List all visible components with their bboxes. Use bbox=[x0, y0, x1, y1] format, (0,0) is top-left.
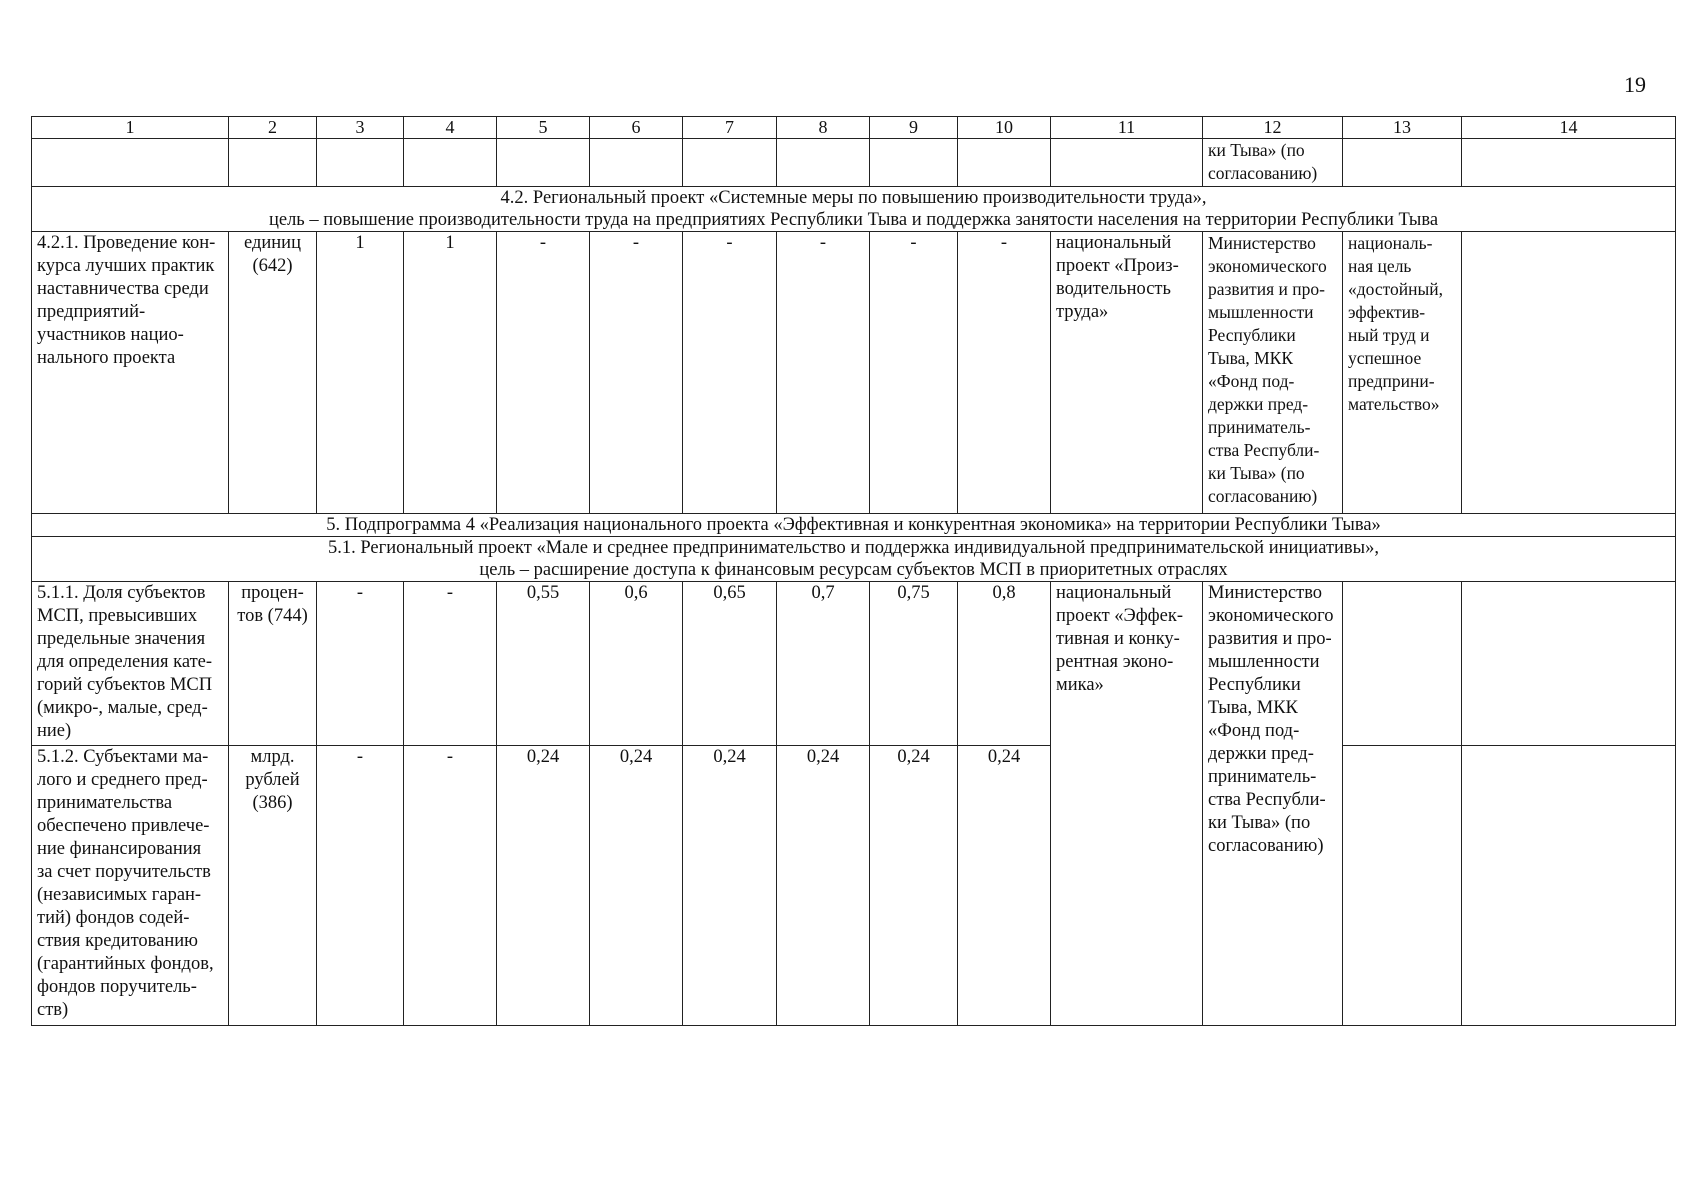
indicators-table bbox=[31, 116, 1676, 1026]
value-cell: - bbox=[497, 232, 590, 514]
indicator-name: 5.1.1. Доля субъектов МСП, превысивших предельные значения для определения кате- горий субъектов МСП (микро-, малые, сред- ние) bbox=[32, 582, 229, 746]
column-number: 6 bbox=[590, 117, 683, 139]
value-cell: - bbox=[317, 582, 404, 746]
column-number: 5 bbox=[497, 117, 590, 139]
column-number: 13 bbox=[1343, 117, 1462, 139]
section-title: 5.1. Региональный проект «Мале и среднее предпринимательство и поддержка индивидуальной предпринимательской инициативы», bbox=[328, 538, 1379, 558]
column-number-row bbox=[32, 117, 1676, 139]
value-cell: 1 bbox=[317, 232, 404, 514]
value-cell: 0,8 bbox=[958, 582, 1051, 746]
table-row bbox=[32, 232, 1676, 514]
value-cell: - bbox=[683, 232, 777, 514]
column-number: 7 bbox=[683, 117, 777, 139]
indicator-name: 5.1.2. Субъектами ма- лого и среднего пред- принимательства обеспечено привлече- ние финансирования за счет поручительств (независимых гаран- тий) фондов содей- ствия кредитованию (гарантийных фондов, фондов поручитель- ств) bbox=[32, 746, 229, 1026]
section-header-row bbox=[32, 514, 1676, 537]
section-title: 4.2. Региональный проект «Системные меры по повышению производительности труда», bbox=[500, 188, 1207, 208]
unit-cell: единиц (642) bbox=[229, 232, 317, 514]
empty-cell bbox=[1462, 232, 1676, 514]
empty-cell bbox=[1462, 746, 1676, 1026]
value-cell: - bbox=[404, 582, 497, 746]
indicator-name: 4.2.1. Проведение кон- курса лучших практик наставничества среди предприятий- участников нацио- нального проекта bbox=[32, 232, 229, 514]
column-number: 3 bbox=[317, 117, 404, 139]
project-cell: национальный проект «Произ- водительность труда» bbox=[1051, 232, 1203, 514]
section-5-header: 5. Подпрограмма 4 «Реализация национального проекта «Эффективная и конкурентная экономика» на территории Республики Тыва» bbox=[32, 514, 1676, 537]
value-cell: - bbox=[404, 746, 497, 1026]
value-cell: - bbox=[958, 232, 1051, 514]
column-number: 2 bbox=[229, 117, 317, 139]
responsible-cell: Министерство экономического развития и про- мышленности Республики Тыва, МКК «Фонд под- держки пред- приниматель- ства Республи- ки Тыва» (по согласованию) bbox=[1203, 582, 1343, 1026]
value-cell: 0,65 bbox=[683, 582, 777, 746]
value-cell: 0,24 bbox=[870, 746, 958, 1026]
continuation-row bbox=[32, 139, 1676, 187]
column-number: 14 bbox=[1462, 117, 1676, 139]
section-5-1-header bbox=[32, 537, 1676, 582]
column-number: 12 bbox=[1203, 117, 1343, 139]
column-number: 4 bbox=[404, 117, 497, 139]
goal-cell: националь- ная цель «достойный, эффектив- ный труд и успешное предприни- мательство» bbox=[1343, 232, 1462, 514]
column-number: 8 bbox=[777, 117, 870, 139]
value-cell: - bbox=[317, 746, 404, 1026]
value-cell: 0,24 bbox=[683, 746, 777, 1026]
value-cell: 0,24 bbox=[958, 746, 1051, 1026]
table-row bbox=[32, 582, 1676, 746]
value-cell: 0,6 bbox=[590, 582, 683, 746]
empty-cell bbox=[1343, 582, 1462, 746]
section-header-row bbox=[32, 187, 1676, 232]
column-number: 10 bbox=[958, 117, 1051, 139]
unit-cell: млрд. рублей (386) bbox=[229, 746, 317, 1026]
value-cell: 0,24 bbox=[590, 746, 683, 1026]
value-cell: 0,7 bbox=[777, 582, 870, 746]
value-cell: 0,24 bbox=[497, 746, 590, 1026]
page-number: 19 bbox=[1624, 72, 1646, 97]
empty-cell bbox=[1343, 746, 1462, 1026]
table-row bbox=[32, 746, 1676, 1026]
section-goal: цель – расширение доступа к финансовым ресурсам субъектов МСП в приоритетных отраслях bbox=[479, 560, 1228, 580]
section-4-2-header bbox=[32, 187, 1676, 232]
value-cell: 1 bbox=[404, 232, 497, 514]
empty-cell bbox=[1462, 582, 1676, 746]
project-cell: национальный проект «Эффек- тивная и конку- рентная эконо- мика» bbox=[1051, 582, 1203, 1026]
value-cell: 0,75 bbox=[870, 582, 958, 746]
column-number: 1 bbox=[32, 117, 229, 139]
section-header-row bbox=[32, 537, 1676, 582]
section-goal: цель – повышение производительности труда на предприятиях Республики Тыва и поддержка занятости населения на территории Республики Тыва bbox=[268, 210, 1439, 230]
value-cell: - bbox=[590, 232, 683, 514]
unit-cell: процен- тов (744) bbox=[229, 582, 317, 746]
value-cell: 0,24 bbox=[777, 746, 870, 1026]
continuation-cell: ки Тыва» (по согласованию) bbox=[1203, 139, 1343, 187]
responsible-cell: Министерство экономического развития и про- мышленности Республики Тыва, МКК «Фонд под- держки пред- приниматель- ства Республи- ки Тыва» (по согласованию) bbox=[1203, 232, 1343, 514]
value-cell: 0,55 bbox=[497, 582, 590, 746]
column-number: 11 bbox=[1051, 117, 1203, 139]
value-cell: - bbox=[777, 232, 870, 514]
column-number: 9 bbox=[870, 117, 958, 139]
value-cell: - bbox=[870, 232, 958, 514]
